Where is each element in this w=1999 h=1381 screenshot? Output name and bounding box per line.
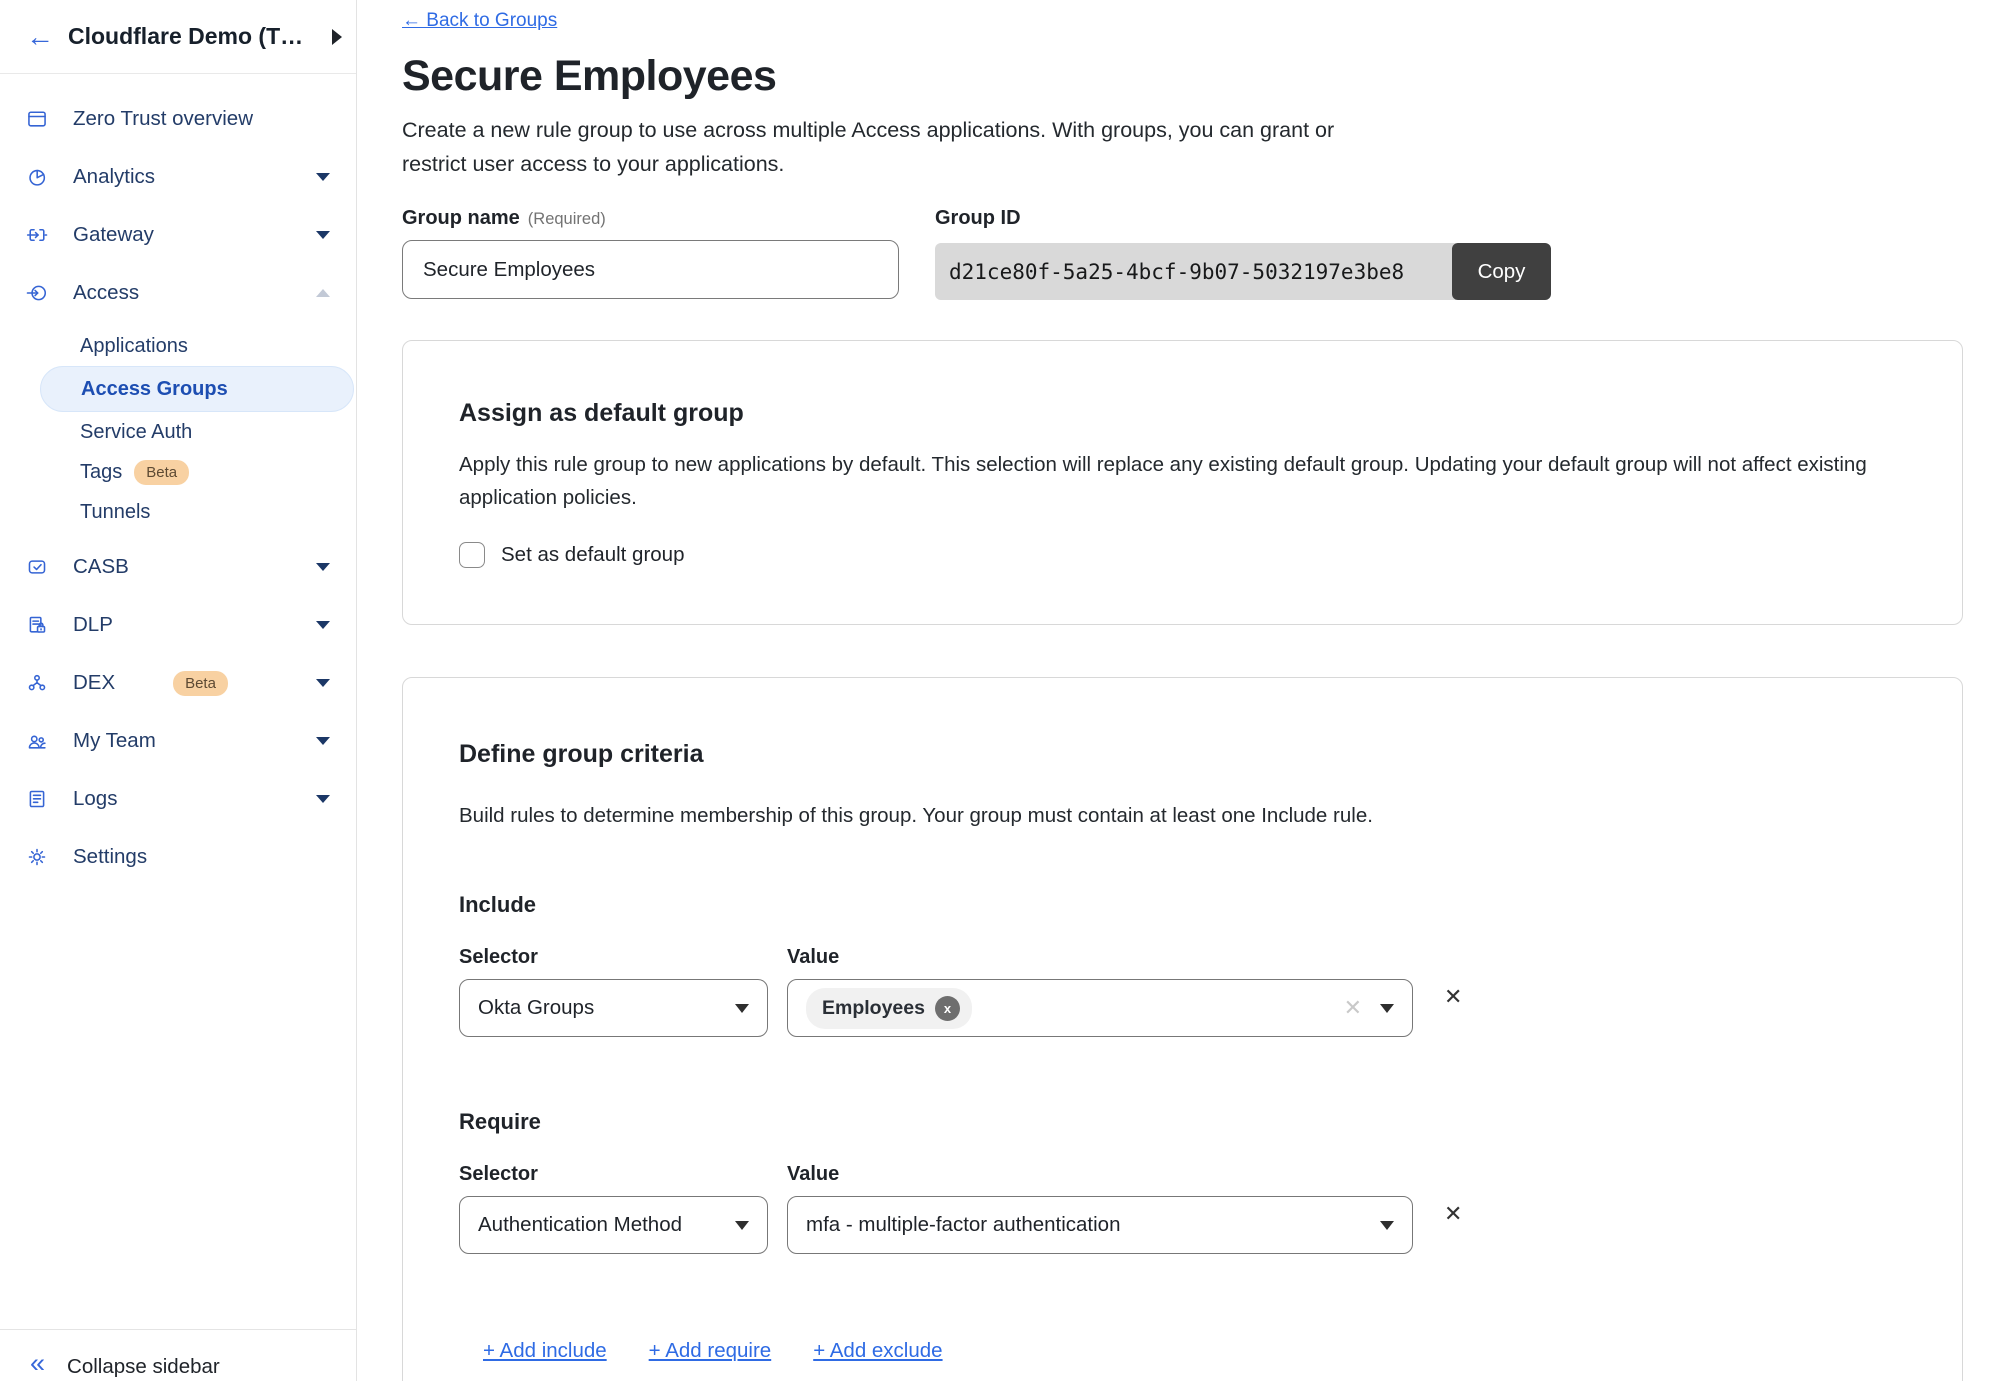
back-to-groups-link[interactable]: ← Back to Groups <box>402 10 558 31</box>
caret-down-icon <box>735 1004 749 1013</box>
sidebar <box>0 0 357 1381</box>
main-content <box>357 0 1963 1381</box>
sidebar-item-applications[interactable]: Applications <box>80 334 188 357</box>
sidebar-item-tunnels[interactable]: Tunnels <box>80 500 151 523</box>
caret-right-icon[interactable] <box>332 29 342 45</box>
add-rule-links <box>483 1339 1906 1363</box>
remove-require-rule-icon[interactable]: ✕ <box>1444 1201 1463 1226</box>
sidebar-item-label: My Team <box>73 729 156 752</box>
collapse-chevrons-icon: « <box>30 1348 46 1378</box>
casb-check-icon <box>26 556 48 578</box>
require-value-text: mfa - multiple-factor authentication <box>806 1213 1121 1236</box>
page-title: Secure Employees <box>402 52 777 100</box>
sidebar-item-label: Access <box>73 281 140 304</box>
include-selector-label: Selector <box>459 946 538 968</box>
group-id-label: Group ID <box>935 207 1021 229</box>
default-group-card <box>402 340 1963 625</box>
sidebar-item-gateway[interactable] <box>0 206 356 264</box>
document-lock-icon <box>26 614 48 636</box>
include-selector-value: Okta Groups <box>478 996 595 1019</box>
caret-down-icon <box>316 563 330 571</box>
sidebar-item-my-team[interactable] <box>0 712 356 770</box>
sidebar-item-label: Gateway <box>73 223 154 246</box>
caret-down-icon <box>735 1221 749 1230</box>
criteria-card <box>402 677 1963 1381</box>
caret-down-icon <box>316 795 330 803</box>
people-icon <box>26 730 48 752</box>
overview-window-icon <box>26 108 48 130</box>
beta-badge: Beta <box>173 671 228 696</box>
require-value-dropdown[interactable] <box>787 1196 1413 1254</box>
chip-remove-icon[interactable]: x <box>935 996 960 1021</box>
back-arrow-icon[interactable]: ← <box>26 20 54 52</box>
caret-down-icon <box>1380 1004 1394 1013</box>
sidebar-nav <box>0 74 356 886</box>
require-rule-row <box>459 1196 1906 1254</box>
criteria-card-title: Define group criteria <box>459 740 704 768</box>
sidebar-item-tags[interactable] <box>0 452 356 492</box>
sidebar-item-zero-trust-overview[interactable] <box>0 90 356 148</box>
set-default-checkbox-label: Set as default group <box>501 543 685 566</box>
caret-down-icon <box>316 173 330 181</box>
include-selector-dropdown[interactable] <box>459 979 768 1037</box>
sidebar-item-label: CASB <box>73 555 129 578</box>
group-name-label: Group name (Required) <box>402 207 606 229</box>
sidebar-item-dlp[interactable] <box>0 596 356 654</box>
set-default-checkbox[interactable] <box>459 542 485 568</box>
copy-button[interactable]: Copy <box>1452 243 1551 300</box>
sidebar-item-label: DLP <box>73 613 113 636</box>
sidebar-item-label: Logs <box>73 787 118 810</box>
require-heading: Require <box>459 1109 541 1134</box>
caret-down-icon <box>1380 1221 1394 1230</box>
criteria-card-description: Build rules to determine membership of this group. Your group must contain at least one Include rule. <box>459 804 1373 827</box>
require-value-label: Value <box>787 1163 840 1185</box>
sidebar-item-logs[interactable] <box>0 770 356 828</box>
include-value-multiselect[interactable] <box>787 979 1413 1037</box>
caret-up-icon <box>316 289 330 297</box>
clear-values-icon[interactable]: ✕ <box>1343 995 1362 1020</box>
sidebar-header <box>0 0 356 74</box>
sidebar-item-label: Tags <box>80 460 123 483</box>
collapse-sidebar-button[interactable] <box>0 1329 356 1381</box>
sidebar-item-settings[interactable] <box>0 828 356 886</box>
include-heading: Include <box>459 892 537 917</box>
add-include-link[interactable]: + Add include <box>483 1339 607 1362</box>
sidebar-item-casb[interactable] <box>0 538 356 596</box>
sidebar-item-service-auth[interactable]: Service Auth <box>80 420 193 443</box>
default-group-card-description: Apply this rule group to new applications by default. This selection will replace any existing default group. Updating your default group will not affect existing application policies. <box>459 453 1867 509</box>
value-chip <box>806 988 972 1029</box>
gear-icon <box>26 846 48 868</box>
require-selector-value: Authentication Method <box>478 1213 682 1236</box>
sidebar-item-label: Analytics <box>73 165 156 188</box>
sidebar-item-access[interactable] <box>0 264 356 322</box>
account-title: Cloudflare Demo (T… <box>68 23 304 49</box>
remove-include-rule-icon[interactable]: ✕ <box>1444 984 1463 1009</box>
include-rule-row <box>459 979 1906 1037</box>
require-selector-dropdown[interactable] <box>459 1196 768 1254</box>
sidebar-item-label: Settings <box>73 845 148 868</box>
caret-down-icon <box>316 231 330 239</box>
collapse-sidebar-label: Collapse sidebar <box>67 1355 220 1378</box>
default-group-card-title: Assign as default group <box>459 399 744 427</box>
sidebar-item-label: Zero Trust overview <box>73 107 253 130</box>
group-id-value: d21ce80f-5a25-4bcf-9b07-5032197e3be8 <box>935 243 1456 300</box>
include-value-label: Value <box>787 946 840 968</box>
access-subnav <box>0 326 356 532</box>
add-require-link[interactable]: + Add require <box>648 1339 772 1362</box>
network-nodes-icon <box>26 672 48 694</box>
group-name-input[interactable] <box>402 240 899 299</box>
caret-down-icon <box>316 679 330 687</box>
beta-badge: Beta <box>134 460 189 485</box>
pie-chart-icon <box>26 166 48 188</box>
sidebar-item-analytics[interactable] <box>0 148 356 206</box>
access-login-icon <box>26 282 48 304</box>
gateway-icon <box>26 224 48 246</box>
require-selector-label: Selector <box>459 1163 538 1185</box>
caret-down-icon <box>316 737 330 745</box>
sidebar-item-dex[interactable] <box>0 654 356 712</box>
value-chip-label: Employees <box>822 996 925 1019</box>
sidebar-item-access-groups[interactable]: Access Groups <box>40 366 354 412</box>
required-hint: (Required) <box>527 210 606 228</box>
log-list-icon <box>26 788 48 810</box>
sidebar-item-label: DEX <box>73 671 116 694</box>
add-exclude-link[interactable]: + Add exclude <box>813 1339 943 1362</box>
caret-down-icon <box>316 621 330 629</box>
page-intro: Create a new rule group to use across multiple Access applications. With groups, you can grant or restrict user access to your applications. <box>402 118 1335 176</box>
